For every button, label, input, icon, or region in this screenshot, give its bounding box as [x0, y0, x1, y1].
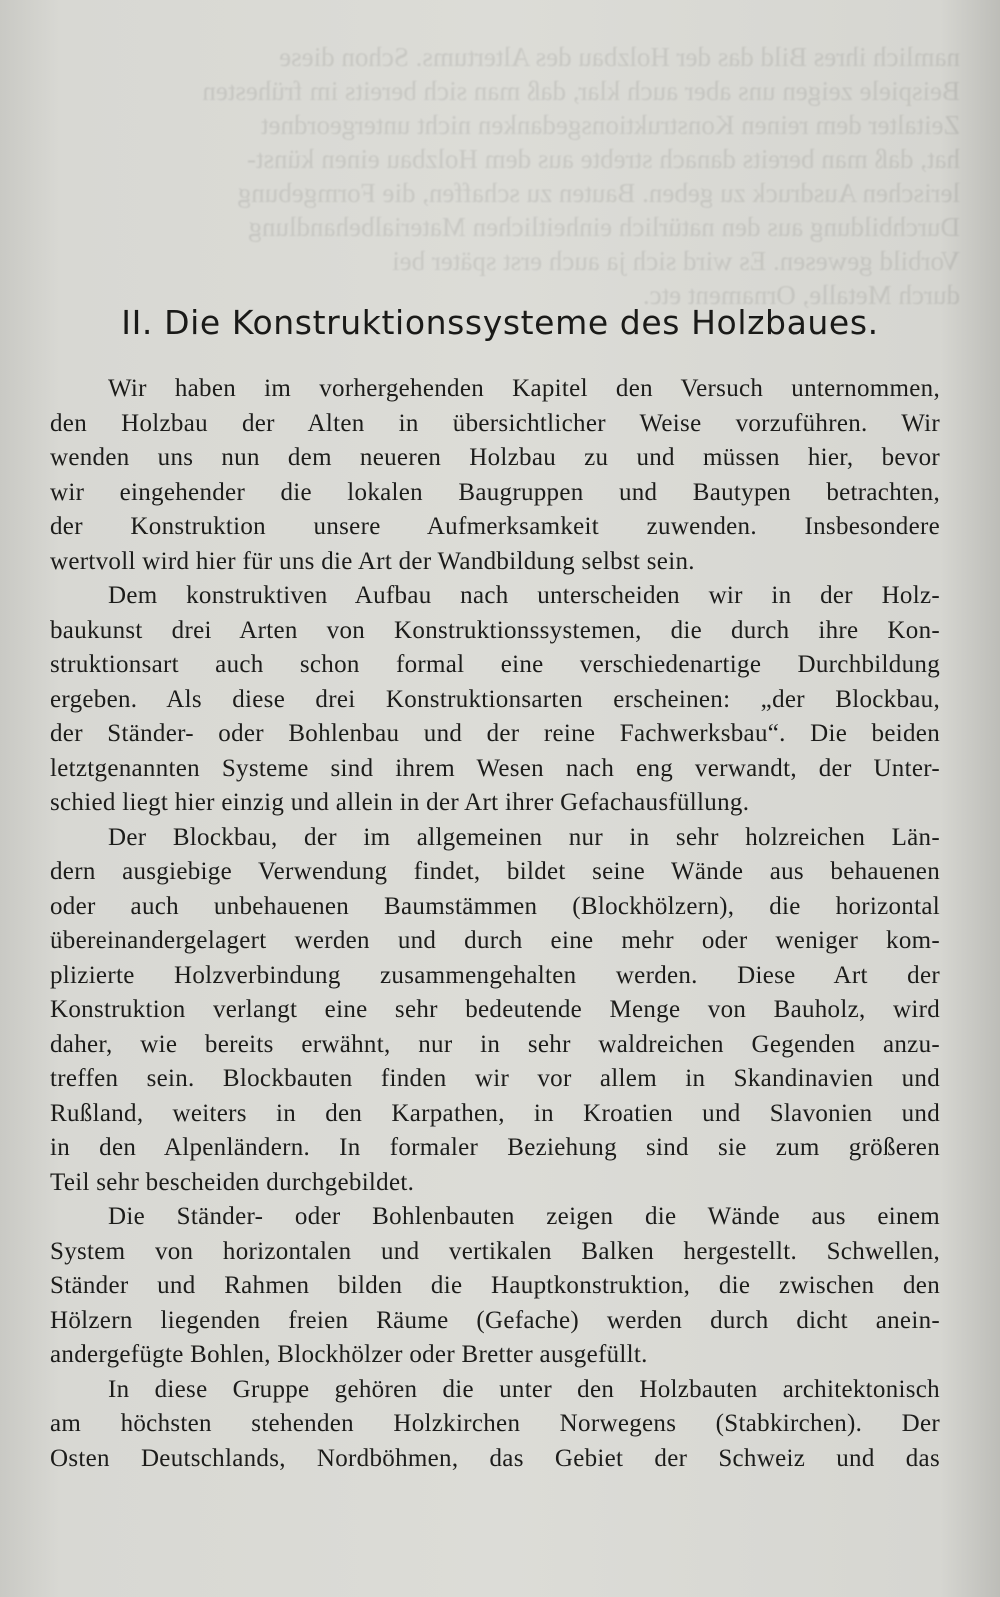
text-line: dern ausgiebige Verwendung findet, bildet seine Wände aus behauenen	[50, 858, 940, 885]
chapter-body	[50, 372, 940, 1476]
text-line: daher, wie bereits erwähnt, nur in sehr waldreichen Gegenden anzu-	[50, 1030, 940, 1058]
text-line: Der Blockbau, der im allgemeinen nur in sehr holzreichen Län-	[108, 823, 940, 851]
bleed-line: Beispiele zeigen uns aber auch klar, daß man sich bereits im frühesten	[202, 76, 960, 106]
bleed-line: lerischen Ausdruck zu geben. Bauten zu schaffen, die Formgebung	[237, 178, 960, 208]
text-line: struktionsart auch schon formal eine verschiedenartige Durchbildung	[50, 651, 940, 678]
bleed-line: Zeitalter dem reinen Konstruktionsgedanken nicht untergeordnet	[260, 110, 960, 140]
text-line: Dem konstruktiven Aufbau nach unterscheiden wir in der Holz-	[108, 582, 940, 609]
text-line: wenden uns nun dem neueren Holzbau zu und müssen hier, bevor	[50, 444, 940, 471]
text-line: Die Ständer- oder Bohlenbauten zeigen die Wände aus einem	[108, 1203, 940, 1230]
text-line: oder auch unbehauenen Baumstämmen (Blockhölzern), die horizontal	[50, 892, 940, 920]
text-line: in den Alpenländern. In formaler Beziehung sind sie zum größeren	[50, 1134, 940, 1161]
text-line: Osten Deutschlands, Nordböhmen, das Gebiet der Schweiz und das	[50, 1444, 940, 1472]
text-line: In diese Gruppe gehören die unter den Holzbauten architektonisch	[108, 1375, 940, 1403]
chapter-title: II. Die Konstruktionssysteme des Holzbaues.	[121, 303, 879, 342]
text-line: Hölzern liegenden freien Räume (Gefache) werden durch dicht anein-	[50, 1306, 940, 1334]
text-line: der Konstruktion unsere Aufmerksamkeit zuwenden. Insbesondere	[50, 513, 940, 540]
text-line: schied liegt hier einzig und allein in der Art ihrer Gefachausfüllung.	[50, 789, 750, 816]
text-line: wir eingehender die lokalen Baugruppen und Bautypen betrachten,	[50, 478, 940, 506]
bleed-line: hat, daß man bereits danach strebte aus dem Holzbau einen künst-	[246, 144, 960, 174]
text-line: übereinandergelagert werden und durch eine mehr oder weniger kom-	[50, 927, 940, 954]
text-line: letztgenannten Systeme sind ihrem Wesen nach eng verwandt, der Unter-	[50, 754, 940, 782]
paragraph	[50, 821, 940, 1201]
text-line: System von horizontalen und vertikalen Balken hergestellt. Schwellen,	[50, 1237, 940, 1265]
text-line: andergefügte Bohlen, Blockhölzer oder Bretter ausgefüllt.	[50, 1341, 648, 1368]
text-line: der Ständer- oder Bohlenbau und der reine Fachwerksbau“. Die beiden	[50, 720, 940, 747]
paragraph	[50, 1373, 940, 1477]
paragraph	[50, 579, 940, 821]
text-line: baukunst drei Arten von Konstruktionssystemen, die durch ihre Kon-	[50, 616, 940, 644]
text-line: treffen sein. Blockbauten finden wir vor allem in Skandinavien und	[50, 1065, 940, 1092]
text-line: Ständer und Rahmen bilden die Hauptkonstruktion, die zwischen den	[50, 1272, 940, 1299]
text-line: wertvoll wird hier für uns die Art der Wandbildung selbst sein.	[50, 547, 695, 575]
text-line: Wir haben im vorhergehenden Kapitel den Versuch unternommen,	[108, 375, 940, 402]
paragraph	[50, 372, 940, 579]
text-line: Konstruktion verlangt eine sehr bedeutende Menge von Bauholz, wird	[50, 996, 940, 1023]
text-line: Rußland, weiters in den Karpathen, in Kroatien und Slavonien und	[50, 1099, 940, 1127]
bleed-line: Vorbild gewesen. Es wird sich ja auch erst später bei	[392, 246, 960, 276]
paragraph	[50, 1200, 940, 1373]
text-line: ergeben. Als diese drei Konstruktionsarten erscheinen: „der Blockbau,	[50, 685, 940, 713]
bleed-line: namlich ihres Bild das der Holzbau des Altertums. Schon diese	[279, 42, 960, 72]
bleed-line: Durchbildung aus den natürlich einheitlichen Materialbehandlung	[248, 212, 960, 242]
text-line: Teil sehr bescheiden durchgebildet.	[50, 1168, 415, 1196]
text-line: am höchsten stehenden Holzkirchen Norwegens (Stabkirchen). Der	[50, 1410, 940, 1437]
text-line: plizierte Holzverbindung zusammengehalten werden. Diese Art der	[50, 961, 940, 989]
text-line: den Holzbau der Alten in übersichtlicher Weise vorzuführen. Wir	[50, 409, 940, 437]
bleed-line: durch Metalle, Ornament etc.	[642, 280, 960, 310]
